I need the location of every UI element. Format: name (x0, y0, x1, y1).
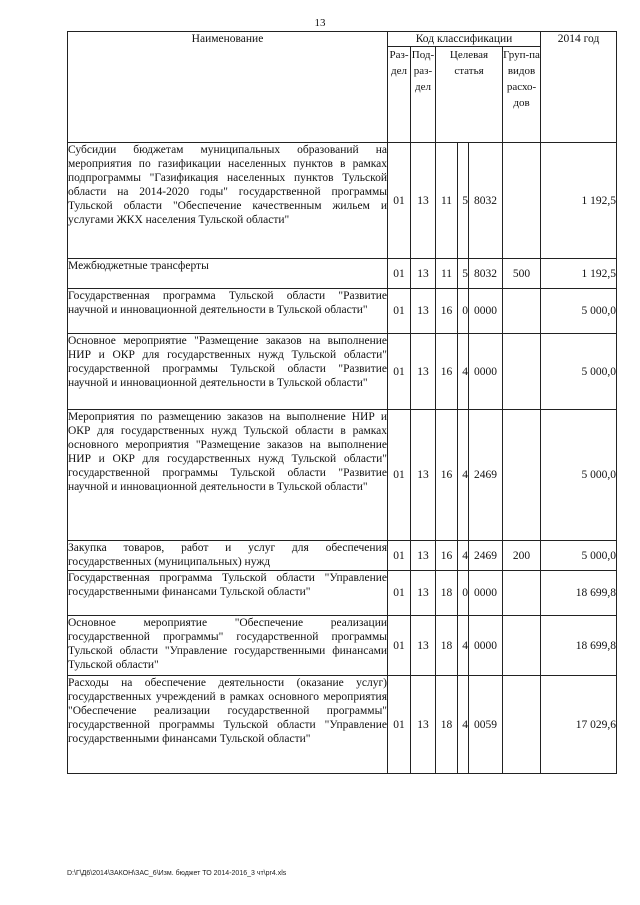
cell-target-1: 18 (436, 676, 458, 774)
cell-subsection: 13 (411, 289, 436, 334)
cell-target-2: 5 (458, 259, 469, 289)
cell-target-3: 0000 (469, 571, 503, 616)
header-name: Наименование (68, 32, 388, 143)
table-row (68, 616, 617, 676)
cell-expense-group (503, 571, 541, 616)
cell-section: 01 (388, 541, 411, 571)
cell-sum: 5 000,0 (541, 541, 617, 571)
cell-subsection: 13 (411, 676, 436, 774)
table-row (68, 410, 617, 541)
row-name: Основное мероприятие "Обеспечение реализации государственной программы" государственной программы Тульской области "Управление государственными финансами Тульской области" (68, 616, 388, 676)
cell-target-1: 16 (436, 334, 458, 410)
cell-sum: 18 699,8 (541, 616, 617, 676)
cell-target-2: 4 (458, 541, 469, 571)
cell-subsection: 13 (411, 410, 436, 541)
cell-target-1: 18 (436, 616, 458, 676)
table-row (68, 676, 617, 774)
cell-target-2: 0 (458, 571, 469, 616)
cell-target-2: 4 (458, 334, 469, 410)
cell-target-2: 5 (458, 143, 469, 259)
budget-table (67, 31, 617, 774)
cell-subsection: 13 (411, 616, 436, 676)
cell-target-3: 0000 (469, 616, 503, 676)
table-row (68, 541, 617, 571)
cell-expense-group (503, 289, 541, 334)
cell-sum: 17 029,6 (541, 676, 617, 774)
cell-expense-group (503, 616, 541, 676)
row-name: Мероприятия по размещению заказов на выполнение НИР и ОКР для государственных нужд Тульской области в рамках основного мероприятия "Размещение заказов на выполнение НИР и ОКР для государственных нужд Тульской области" государственной программы Тульской области "Развитие научной и инновационной деятельности в Тульской области" (68, 410, 388, 541)
cell-section: 01 (388, 143, 411, 259)
row-name: Расходы на обеспечение деятельности (оказание услуг) государственных учреждений в рамках основного мероприятия "Обеспечение реализации государственной программы" государственной программы Тульской области "Управление государственными финансами Тульской области" (68, 676, 388, 774)
cell-target-3: 8032 (469, 259, 503, 289)
cell-sum: 1 192,5 (541, 259, 617, 289)
header-expense-group: Груп-па видов расхо-дов (503, 47, 541, 143)
row-name: Основное мероприятие "Размещение заказов на выполнение НИР и ОКР для государственных нужд Тульской области" государственной программы Тульской области "Развитие научной и инновационной деятельности в Тульской области" (68, 334, 388, 410)
cell-subsection: 13 (411, 334, 436, 410)
cell-subsection: 13 (411, 143, 436, 259)
cell-target-3: 8032 (469, 143, 503, 259)
row-name: Межбюджетные трансферты (68, 259, 388, 289)
cell-sum: 5 000,0 (541, 334, 617, 410)
cell-target-1: 16 (436, 541, 458, 571)
cell-expense-group: 200 (503, 541, 541, 571)
table-row (68, 334, 617, 410)
cell-target-3: 0000 (469, 289, 503, 334)
cell-section: 01 (388, 259, 411, 289)
row-name: Закупка товаров, работ и услуг для обеспечения государственных (муниципальных) нужд (68, 541, 388, 571)
cell-target-3: 0000 (469, 334, 503, 410)
cell-target-2: 0 (458, 289, 469, 334)
cell-section: 01 (388, 410, 411, 541)
cell-target-1: 11 (436, 143, 458, 259)
cell-sum: 5 000,0 (541, 410, 617, 541)
header-section: Раз-дел (388, 47, 411, 143)
cell-subsection: 13 (411, 541, 436, 571)
cell-section: 01 (388, 616, 411, 676)
cell-target-3: 2469 (469, 541, 503, 571)
cell-section: 01 (388, 334, 411, 410)
table-row (68, 289, 617, 334)
cell-target-1: 11 (436, 259, 458, 289)
file-path-footer: D:\Г\Д6\2014\ЗАКОН\ЗАС_6\Изм. бюджет ТО 2014-2016_3 чт\pr4.xls (67, 870, 287, 877)
cell-expense-group: 500 (503, 259, 541, 289)
cell-expense-group (503, 676, 541, 774)
table-row (68, 143, 617, 259)
cell-subsection: 13 (411, 571, 436, 616)
page-number: 13 (314, 17, 326, 29)
cell-expense-group (503, 410, 541, 541)
table-row (68, 571, 617, 616)
cell-sum: 5 000,0 (541, 289, 617, 334)
cell-section: 01 (388, 676, 411, 774)
cell-target-1: 16 (436, 289, 458, 334)
header-classification: Код классификации (388, 32, 541, 47)
header-target-article: Целевая статья (436, 47, 503, 143)
table-row (68, 259, 617, 289)
cell-expense-group (503, 143, 541, 259)
header-year: 2014 год (541, 32, 617, 143)
cell-section: 01 (388, 289, 411, 334)
row-name: Государственная программа Тульской области "Управление государственными финансами Тульской области" (68, 571, 388, 616)
cell-target-3: 2469 (469, 410, 503, 541)
cell-subsection: 13 (411, 259, 436, 289)
cell-target-1: 18 (436, 571, 458, 616)
row-name: Государственная программа Тульской области "Развитие научной и инновационной деятельности в Тульской области" (68, 289, 388, 334)
row-name: Субсидии бюджетам муниципальных образований на мероприятия по газификации населенных пунктов в рамках подпрограммы "Газификация населенных пунктов Тульской области на 2014-2020 годы" государственной программы Тульской области "Обеспечение качественным жильем и услугами ЖКХ населения Тульской области" (68, 143, 388, 259)
header-subsection: Под-раз-дел (411, 47, 436, 143)
cell-target-2: 4 (458, 410, 469, 541)
cell-target-2: 4 (458, 616, 469, 676)
cell-sum: 18 699,8 (541, 571, 617, 616)
cell-sum: 1 192,5 (541, 143, 617, 259)
cell-section: 01 (388, 571, 411, 616)
cell-expense-group (503, 334, 541, 410)
cell-target-2: 4 (458, 676, 469, 774)
cell-target-1: 16 (436, 410, 458, 541)
cell-target-3: 0059 (469, 676, 503, 774)
